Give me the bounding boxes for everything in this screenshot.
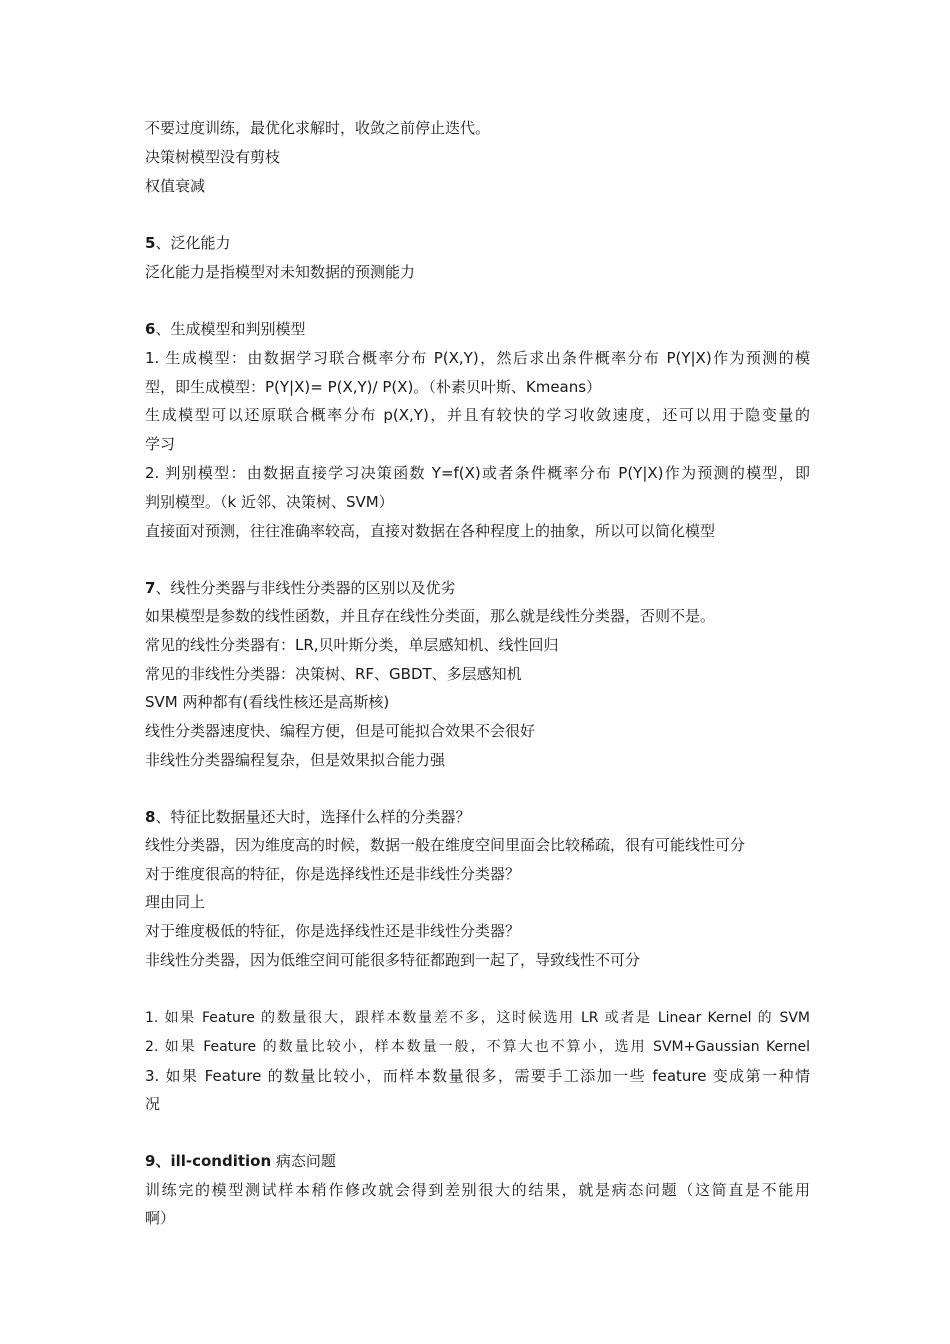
section-7-line-1: 如果模型是参数的线性函数，并且存在线性分类面，那么就是线性分类器，否则不是。 [145, 607, 716, 625]
section-9-term: 、ill-condition [155, 1152, 272, 1170]
section-7-line-2: 常见的线性分类器有：LR,贝叶斯分类，单层感知机、线性回归 [145, 636, 559, 654]
section-8-line-1: 线性分类器，因为维度高的时候，数据一般在维度空间里面会比较稀疏，很有可能线性可分 [145, 836, 746, 854]
section-5-heading [145, 233, 810, 253]
section-8-line-4: 对于维度极低的特征，你是选择线性还是非线性分类器？ [145, 922, 521, 940]
section-7-heading [145, 578, 810, 598]
section-6-line-3: 生成模型可以还原联合概率分布 p(X,Y)，并且有较快的学习收敛速度，还可以用于隐变量的 [145, 406, 810, 424]
section-5-number: 5 [145, 234, 156, 252]
section-8-list-item-3-cont: 况 [145, 1095, 161, 1113]
section-8-line-3: 理由同上 [145, 893, 206, 911]
section-8-list-item-1: 1. 如果 Feature 的数量很大，跟样本数量差不多，这时候选用 LR 或者是 Linear Kernel 的 SVM [145, 1010, 810, 1026]
section-7-title: 、线性分类器与非线性分类器的区别以及优劣 [155, 579, 456, 597]
section-9-line-2: 啊） [145, 1209, 176, 1227]
section-6-heading [145, 319, 810, 339]
section-6-title: 、生成模型和判别模型 [155, 320, 306, 338]
section-6-line-1: 1. 生成模型：由数据学习联合概率分布 P(X,Y)，然后求出条件概率分布 P(Y|X)作为预测的模 [145, 349, 810, 367]
section-7-number: 7 [145, 579, 156, 597]
intro-line-1: 不要过度训练，最优化求解时，收敛之前停止迭代。 [145, 119, 491, 137]
section-9-heading [145, 1151, 810, 1171]
section-8-line-2: 对于维度很高的特征，你是选择线性还是非线性分类器？ [145, 865, 521, 883]
intro-line-2: 决策树模型没有剪枝 [145, 148, 281, 166]
section-8-list-item-3: 3. 如果 Feature 的数量比较小，而样本数量很多，需要手工添加一些 feature 变成第一种情 [145, 1067, 810, 1085]
section-8-heading [145, 807, 810, 827]
section-6-line-2: 型，即生成模型：P(Y|X)= P(X,Y)/ P(X)。（朴素贝叶斯、Kmeans） [145, 378, 602, 396]
section-9-number: 9 [145, 1152, 156, 1170]
section-8-number: 8 [145, 808, 156, 826]
section-7-line-4: SVM 两种都有(看线性核还是高斯核) [145, 693, 390, 711]
section-6-line-4: 学习 [145, 435, 176, 453]
section-7-line-5: 线性分类器速度快、编程方便，但是可能拟合效果不会很好 [145, 722, 536, 740]
section-8-line-5: 非线性分类器，因为低维空间可能很多特征都跑到一起了，导致线性不可分 [145, 951, 641, 969]
section-7-line-3: 常见的非线性分类器：决策树、RF、GBDT、多层感知机 [145, 665, 522, 683]
intro-line-3: 权值衰减 [145, 177, 206, 195]
section-6-number: 6 [145, 320, 156, 338]
section-6-line-6: 判别模型。（k 近邻、决策树、SVM） [145, 493, 394, 511]
section-9-title: 病态问题 [271, 1152, 336, 1170]
section-6-line-7: 直接面对预测，往往准确率较高，直接对数据在各种程度上的抽象，所以可以简化模型 [145, 522, 716, 540]
section-5-title: 、泛化能力 [155, 234, 231, 252]
section-8-list-item-2: 2. 如果 Feature 的数量比较小，样本数量一般，不算大也不算小，选用 SVM+Gaussian Kernel [145, 1039, 810, 1055]
section-6-line-5: 2. 判别模型：由数据直接学习决策函数 Y=f(X)或者条件概率分布 P(Y|X)作为预测的模型，即 [145, 464, 810, 482]
section-8-title: 、特征比数据量还大时，选择什么样的分类器？ [155, 808, 471, 826]
section-7-line-6: 非线性分类器编程复杂，但是效果拟合能力强 [145, 751, 446, 769]
section-5-line-1: 泛化能力是指模型对未知数据的预测能力 [145, 263, 416, 281]
section-9-line-1: 训练完的模型测试样本稍作修改就会得到差别很大的结果，就是病态问题（这简直是不能用 [145, 1181, 810, 1199]
